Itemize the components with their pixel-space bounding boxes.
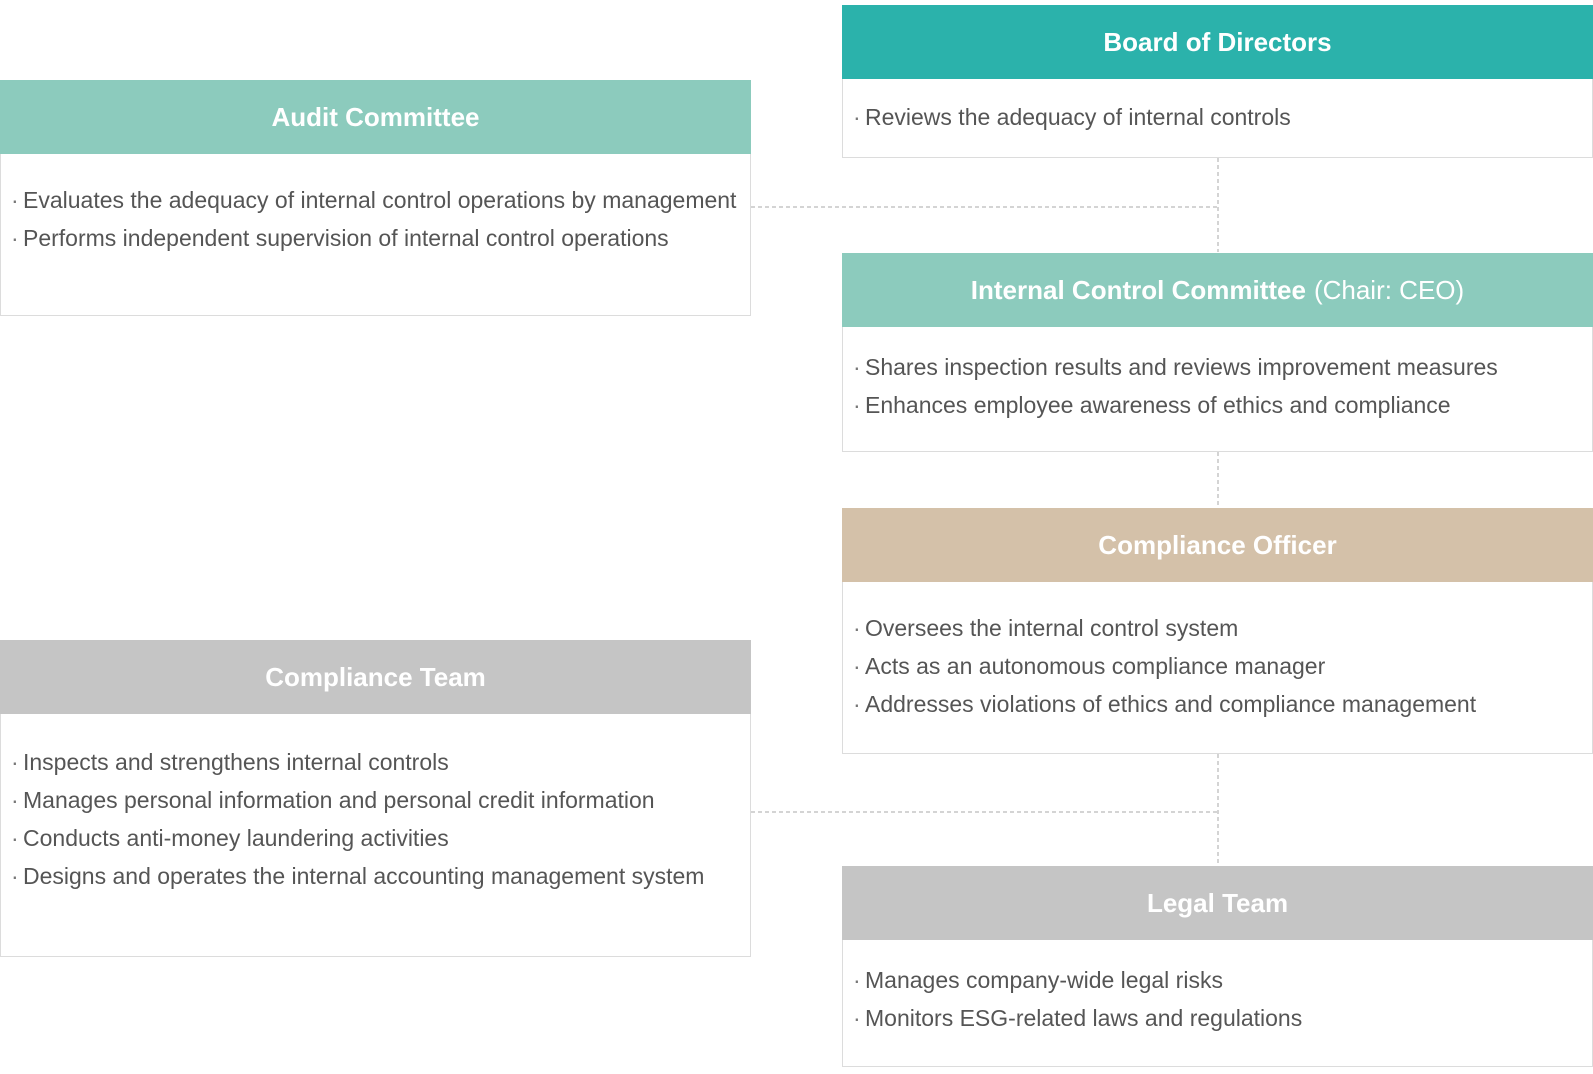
list-item: · Performs independent supervision of internal control operations: [11, 224, 738, 253]
audit-committee-body: [1, 154, 750, 253]
compliance-team-title: Compliance Team: [265, 661, 486, 692]
legal-team-box: [842, 866, 1593, 1067]
list-item: · Shares inspection results and reviews improvement measures: [853, 353, 1580, 382]
board-of-directors-header: [842, 5, 1593, 79]
internal-control-committee-box: [842, 253, 1593, 452]
list-item: · Inspects and strengthens internal controls: [11, 748, 738, 777]
list-item: · Enhances employee awareness of ethics and compliance: [853, 391, 1580, 420]
compliance-team-body: [1, 714, 750, 891]
legal-team-title: Legal Team: [1146, 887, 1289, 918]
compliance-officer-box: [842, 508, 1593, 754]
internal-control-committee-title: Internal Control Committee: [970, 274, 1306, 305]
list-item: · Designs and operates the internal accounting management system: [11, 862, 738, 891]
list-item: · Conducts anti-money laundering activities: [11, 824, 738, 853]
compliance-officer-header: [842, 508, 1593, 582]
compliance-officer-body: [843, 582, 1592, 719]
board-of-directors-body: [843, 79, 1592, 132]
list-item: · Evaluates the adequacy of internal control operations by management: [11, 186, 738, 215]
list-item: · Addresses violations of ethics and compliance management: [853, 690, 1580, 719]
list-item: · Manages company-wide legal risks: [853, 966, 1580, 995]
board-of-directors-box: [842, 5, 1593, 158]
compliance-team-box: [0, 640, 751, 957]
internal-control-committee-body: [843, 327, 1592, 420]
internal-control-committee-chair: (Chair: CEO): [1313, 274, 1465, 305]
compliance-team-header: [0, 640, 751, 714]
board-of-directors-title: Board of Directors: [1103, 26, 1332, 57]
legal-team-body: [843, 940, 1592, 1033]
list-item: · Manages personal information and personal credit information: [11, 786, 738, 815]
audit-committee-box: [0, 80, 751, 316]
list-item: · Monitors ESG-related laws and regulations: [853, 1004, 1580, 1033]
audit-committee-title: Audit Committee: [271, 101, 480, 132]
list-item: · Oversees the internal control system: [853, 614, 1580, 643]
compliance-officer-title: Compliance Officer: [1098, 529, 1337, 560]
internal-control-committee-header: [842, 253, 1593, 327]
list-item: · Acts as an autonomous compliance manager: [853, 652, 1580, 681]
audit-committee-header: [0, 80, 751, 154]
list-item: · Reviews the adequacy of internal controls: [853, 103, 1580, 132]
legal-team-header: [842, 866, 1593, 940]
